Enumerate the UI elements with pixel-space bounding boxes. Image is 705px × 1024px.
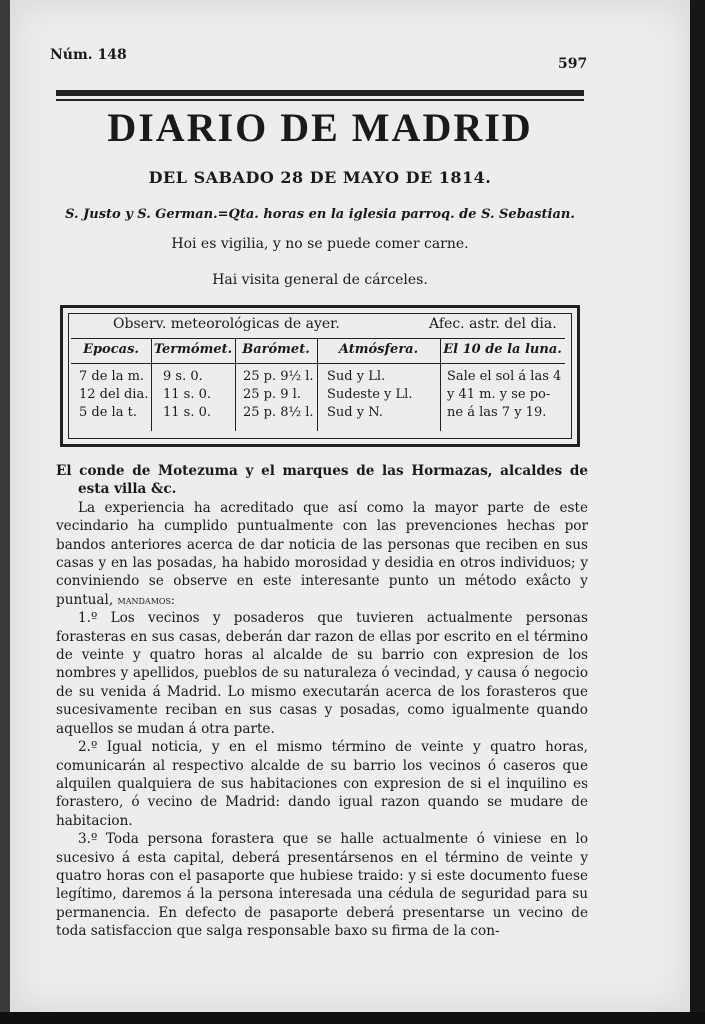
cell-termometro: 9 s. 0. <box>163 369 203 384</box>
notice-prison-visit: Hai visita general de cárceles. <box>212 272 428 288</box>
article-paragraph: 2.º Igual noticia, y en el mismo término de veinte y quatro horas, comunicarán al respectivo alcalde de su barrio los vecinos ó caseros que alquilen qualquiera de sus habitaciones con expresion de si el inquilino es forastero, ó vecino de Madrid: dando igual razon quando se mudare de habitacion. <box>56 739 588 829</box>
dateline: DEL SABADO 28 DE MAYO DE 1814. <box>148 168 492 187</box>
saints-line: S. Justo y S. German.=Qta. horas en la iglesia parroq. de S. Sebastian. <box>65 207 575 222</box>
cell-epoca: 7 de la m. <box>79 369 145 384</box>
cell-barometro: 25 p. 8½ l. <box>243 405 314 420</box>
article-paragraph-text: La experiencia ha acreditado que así como la mayor parte de este vecindario ha cumplido puntualmente con las prevenciones hechas por bandos anteriores acerca de dar noticia de las personas que reciben en sus casas y en las posadas, ha habido morosidad y desidia en otros individuos; y conviniendo se observe en este interesante punto un método exâcto y puntual, <box>56 499 588 608</box>
issue-number: Núm. 148 <box>50 47 127 63</box>
article-paragraph: 1.º Los vecinos y posaderos que tuvieren actualmente personas forasteras en sus casas, deberán dar razon de ellas por escrito en el término de veinte y quatro horas al alcalde de su barrio con expresion de los nombres y apellidos, pueblos de su naturaleza ó vecindad, y causa ó negocio de su venida á Madrid. Lo mismo executarán acerca de los forasteros que sucesivamente reciban en sus casas y posadas, como igualmente quando aquellos se mudan á otra parte. <box>56 610 588 737</box>
article-intro: El conde de Motezuma y el marques de las Hormazas, alcaldes de esta villa &c. <box>56 463 588 498</box>
masthead-title: DIARIO DE MADRID <box>107 105 533 150</box>
header-rule-thick <box>56 90 584 96</box>
article-paragraph <box>56 499 588 609</box>
cell-termometro: 11 s. 0. <box>163 405 212 420</box>
book-spine <box>0 0 10 1024</box>
cell-epoca: 12 del dia. <box>79 387 149 402</box>
col-header-luna: El 10 de la luna. <box>443 342 562 357</box>
col-header-epocas: Epocas. <box>83 342 139 357</box>
header-rule-thin <box>56 99 584 101</box>
cell-astro: y 41 m. y se po- <box>447 387 551 402</box>
cell-termometro: 11 s. 0. <box>163 387 212 402</box>
cell-atmosfera: Sudeste y Ll. <box>327 387 413 402</box>
col-header-barometro: Barómet. <box>242 342 310 357</box>
cell-barometro: 25 p. 9 l. <box>243 387 301 402</box>
weather-grid <box>71 338 565 431</box>
article-body <box>56 462 588 941</box>
col-header-atmosfera: Atmósfera. <box>338 342 419 357</box>
mandamos-label: mandamos: <box>117 592 175 607</box>
astro-title: Afec. astr. del dia. <box>429 316 557 332</box>
cell-astro: ne á las 7 y 19. <box>447 405 547 420</box>
cell-epoca: 5 de la t. <box>79 405 137 420</box>
weather-table <box>60 305 580 447</box>
cell-atmosfera: Sud y Ll. <box>327 369 386 384</box>
page-bottom-edge <box>0 1012 705 1024</box>
page-edge <box>690 0 705 1024</box>
article-paragraph: 3.º Toda persona forastera que se halle actualmente ó viniese en lo sucesivo á esta capital, deberá presentársenos en el término de veinte y quatro horas con el pasaporte que hubiese traido: y si este documento fuese legítimo, daremos á la persona interesada una cédula de seguridad para su permanencia. En defecto de pasaporte deberá presentarse un vecino de toda satisfaccion que salga responsable baxo su firma de la con- <box>56 831 588 940</box>
weather-title: Observ. meteorológicas de ayer. <box>113 316 340 332</box>
weather-header-rule <box>71 363 565 364</box>
cell-astro: Sale el sol á las 4 <box>447 369 562 384</box>
col-header-termometro: Termómet. <box>153 342 233 357</box>
page-number: 597 <box>558 56 588 72</box>
cell-barometro: 25 p. 9½ l. <box>243 369 314 384</box>
cell-atmosfera: Sud y N. <box>327 405 383 420</box>
notice-vigil: Hoi es vigilia, y no se puede comer carne. <box>171 236 469 252</box>
